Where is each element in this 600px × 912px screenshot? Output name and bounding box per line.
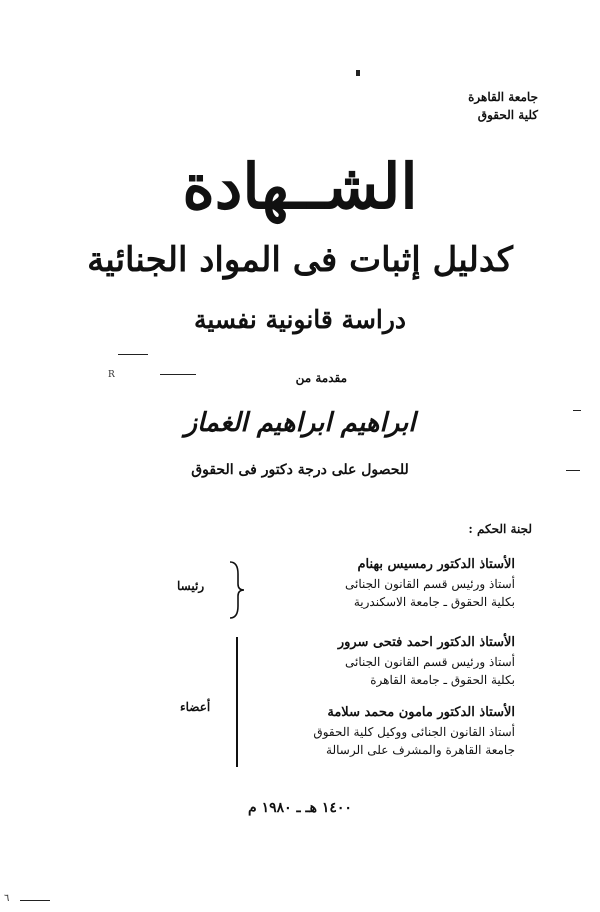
scan-speck: [356, 70, 360, 76]
committee-member: [338, 633, 515, 689]
faculty-name: كلية الحقوق: [477, 108, 538, 122]
subtitle-secondary: دراسة قانونية نفسية: [193, 305, 407, 334]
committee-heading: لجنة الحكم :: [468, 522, 532, 536]
member-title: أستاذ ورئيس قسم القانون الجنائى: [345, 655, 515, 669]
member-title: أستاذ ورئيس قسم القانون الجنائى: [345, 577, 515, 591]
scan-speck: [20, 900, 50, 901]
faint-stamp: R: [108, 370, 116, 380]
member-name: الأستاذ الدكتور احمد فتحى سرور: [337, 635, 515, 650]
author-name: ابراهيم ابراهيم الغماز: [184, 408, 416, 438]
member-affiliation: جامعة القاهرة والمشرف على الرسالة: [326, 743, 515, 757]
degree-line: للحصول على درجة دكتور فى الحقوق: [191, 462, 409, 478]
members-bracket-line: [236, 637, 238, 767]
member-title: أستاذ القانون الجنائى ووكيل كلية الحقوق: [313, 725, 515, 739]
scan-speck: [566, 470, 580, 471]
members-role-label: أعضاء: [180, 700, 211, 714]
institution-header: [468, 88, 538, 124]
member-name: الأستاذ الدكتور رمسيس بهنام: [357, 557, 515, 572]
university-name: جامعة القاهرة: [468, 90, 538, 104]
presented-by-label: مقدمة من: [295, 371, 347, 385]
member-affiliation: بكلية الحقوق ـ جامعة القاهرة: [370, 673, 515, 687]
main-title: الشــهادة: [182, 150, 418, 223]
curly-brace-icon: [226, 560, 246, 620]
scan-speck: [118, 354, 148, 355]
publication-date: ١٤٠٠ هـ ـ ١٩٨٠ م: [248, 800, 352, 816]
page-number: ٦: [4, 893, 10, 904]
chair-role-label: رئيسا: [177, 579, 205, 593]
committee-member: [313, 703, 515, 759]
scan-speck: [573, 410, 581, 411]
subtitle: كدليل إثبات فى المواد الجنائية: [87, 240, 513, 280]
scan-speck: [160, 374, 196, 375]
committee-member-chair: [345, 555, 515, 611]
member-affiliation: بكلية الحقوق ـ جامعة الاسكندرية: [353, 595, 515, 609]
member-name: الأستاذ الدكتور مامون محمد سلامة: [327, 705, 515, 720]
